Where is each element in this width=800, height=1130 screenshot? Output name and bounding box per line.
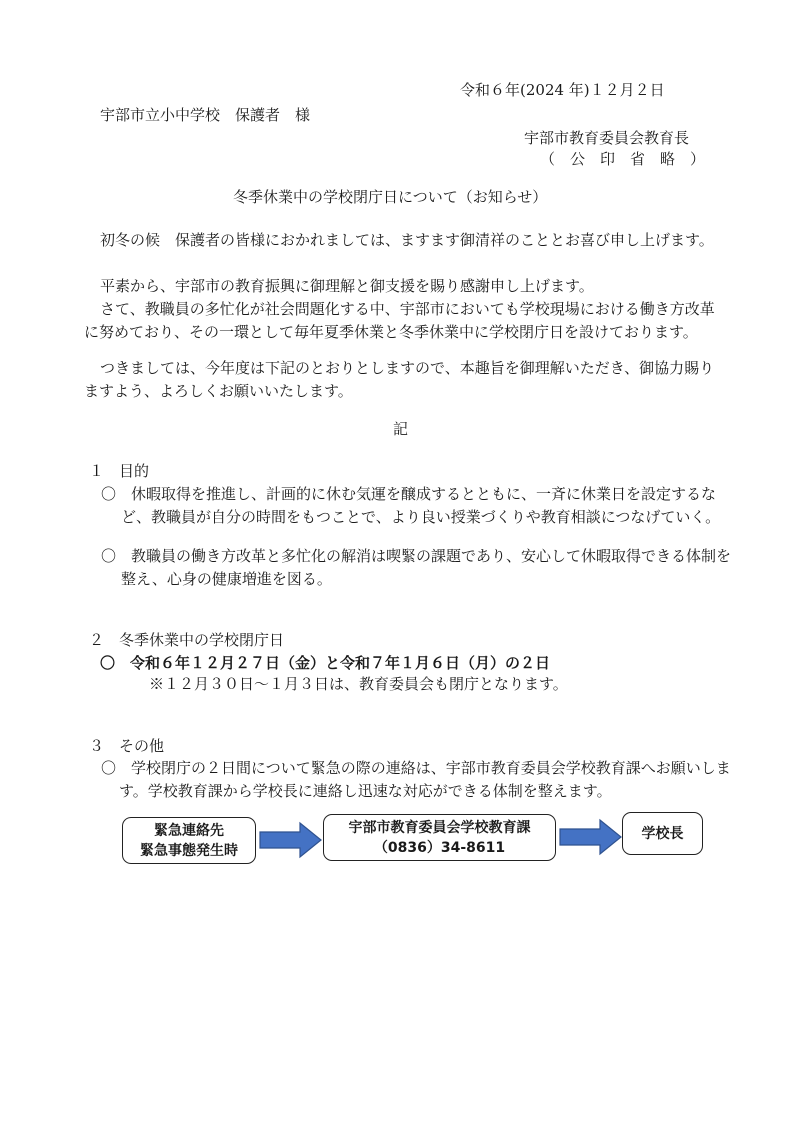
recipient: 宇部市立小中学校 保護者 様 xyxy=(100,106,311,124)
ki-marker: 記 xyxy=(393,420,409,438)
paragraph-request: つきましては、今年度は下記のとおりとしますので、本趣旨を御理解いただき、御協力賜りますよう、よろしくお願いいたします。 xyxy=(84,359,715,400)
flow-box-division-name: 宇部市教育委員会学校教育課 xyxy=(348,819,531,836)
flow-box-emergency-contact xyxy=(122,817,256,864)
arrow-shape xyxy=(260,823,321,857)
paragraph-context: さて、教職員の多忙化が社会問題化する中、宇部市においても学校現場における働き方改革に努めており、その一環として毎年夏季休業と冬季休業中に学校閉庁日を設けております。 xyxy=(84,300,715,341)
document-date: 令和６年(2024 年)１２月２日 xyxy=(460,81,665,99)
purpose-item: 〇 休暇取得を推進し、計画的に休む気運を醸成するとともに、一斉に休業日を設定するなど、教職員が自分の時間をもつことで、より良い授業づくりや教育相談につなげていく。 xyxy=(101,485,721,526)
flow-box-principal-label: 学校長 xyxy=(641,825,684,842)
arrow-shape xyxy=(560,820,621,854)
document-title: 冬季休業中の学校閉庁日について（お知らせ） xyxy=(233,188,548,206)
closure-bullet: 〇 xyxy=(100,654,116,672)
flow-box-school-education-division xyxy=(323,814,556,861)
closure-note: ※１２月３０日～１月３日は、教育委員会も閉庁となります。 xyxy=(149,675,568,693)
sender: 宇部市教育委員会教育長 xyxy=(524,129,690,147)
flow-box-division-phone: （0836）34-8611 xyxy=(373,839,506,856)
seal-note: （ 公 印 省 略 ） xyxy=(540,150,706,168)
paragraph-thanks: 平素から、宇部市の教育振興に御理解と御支援を賜り感謝申し上げます。 xyxy=(100,277,594,295)
section-other-heading: ３ その他 xyxy=(89,737,165,755)
purpose-item: 〇 教職員の働き方改革と多忙化の解消は喫緊の課題であり、安心して休暇取得できる体制を整え、心身の健康増進を図る。 xyxy=(101,547,732,588)
paragraph-greeting: 初冬の候 保護者の皆様におかれましては、ますます御清祥のこととお喜び申し上げます。 xyxy=(100,231,714,249)
arrow-right-icon xyxy=(258,820,324,860)
flow-box-principal xyxy=(622,812,703,855)
flow-box-emergency-contact-line1: 緊急連絡先 xyxy=(154,822,224,839)
section-closure-heading: ２ 冬季休業中の学校閉庁日 xyxy=(89,631,285,649)
other-item: 〇 学校閉庁の２日間について緊急の際の連絡は、宇部市教育委員会学校教育課へお願いします。学校教育課から学校長に連絡し迅速な対応ができる体制を整えます。 xyxy=(101,759,731,800)
flow-box-emergency-contact-line2: 緊急事態発生時 xyxy=(140,842,238,859)
closure-dates: 令和６年１２月２７日（金）と令和７年１月６日（月）の２日 xyxy=(130,654,551,672)
arrow-right-icon xyxy=(558,817,624,857)
section-purpose-heading: １ 目的 xyxy=(89,462,150,480)
